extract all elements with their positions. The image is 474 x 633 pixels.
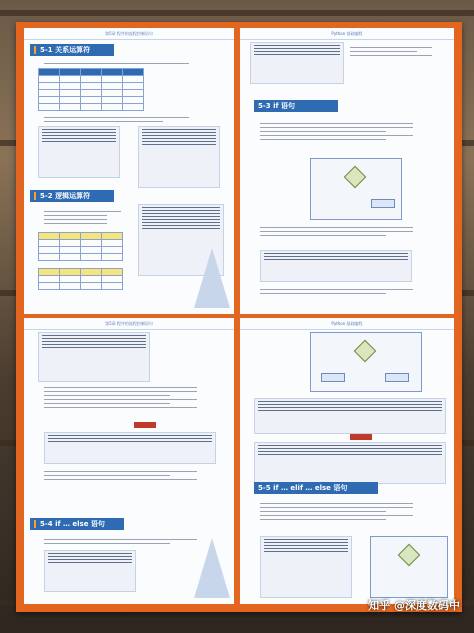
flowchart xyxy=(310,332,422,392)
decision-shape xyxy=(398,544,421,567)
decorative-triangle xyxy=(194,538,230,598)
decorative-triangle xyxy=(194,248,230,308)
flowchart xyxy=(310,158,402,220)
body-text xyxy=(44,208,134,227)
page-bottom-left xyxy=(24,318,234,604)
flowchart xyxy=(370,536,448,598)
section-5-1-title: 5-1 关系运算符 xyxy=(30,44,114,56)
code-block xyxy=(38,126,120,178)
code-block xyxy=(250,42,344,84)
watermark: 知乎 @深度数码中 xyxy=(368,599,460,612)
truth-table-and xyxy=(38,232,123,261)
code-block xyxy=(254,398,446,434)
shelf xyxy=(0,10,474,16)
page-top-left xyxy=(24,28,234,314)
running-header-right: Python 基础编程 xyxy=(240,28,454,40)
code-block xyxy=(260,250,412,282)
process-shape xyxy=(371,199,395,208)
page-bottom-right xyxy=(240,318,454,604)
decision-shape xyxy=(344,166,367,189)
body-text xyxy=(260,224,440,239)
section-5-3-title: 5-3 if 语句 xyxy=(254,100,338,112)
decision-shape xyxy=(354,340,377,363)
process-shape xyxy=(385,373,409,382)
code-block xyxy=(38,332,150,382)
section-5-5-title: 5-5 if … elif … else 语句 xyxy=(254,482,378,494)
body-text xyxy=(44,468,224,483)
page-top-right xyxy=(240,28,454,314)
body-text xyxy=(260,500,440,523)
body-text xyxy=(44,384,224,411)
section-5-2-title: 5-2 逻辑运算符 xyxy=(30,190,114,202)
body-text xyxy=(44,114,214,125)
code-block xyxy=(44,550,136,592)
body-text xyxy=(350,44,446,59)
running-header-left: 第5章 程序的流程控制语句 xyxy=(24,28,234,40)
code-block xyxy=(254,442,446,484)
output-label xyxy=(350,434,372,440)
body-text xyxy=(260,120,440,143)
running-header-left-2: 第5章 程序的流程控制语句 xyxy=(24,318,234,330)
code-block xyxy=(260,536,352,598)
code-block xyxy=(44,432,216,464)
running-header-right-2: Python 基础编程 xyxy=(240,318,454,330)
output-label xyxy=(134,422,156,428)
process-shape xyxy=(321,373,345,382)
section-5-4-title: 5-4 if … else 语句 xyxy=(30,518,124,530)
truth-table-or xyxy=(38,268,123,290)
body-text xyxy=(44,60,214,67)
body-text xyxy=(260,286,440,297)
operator-table xyxy=(38,68,144,111)
code-block xyxy=(138,126,220,188)
